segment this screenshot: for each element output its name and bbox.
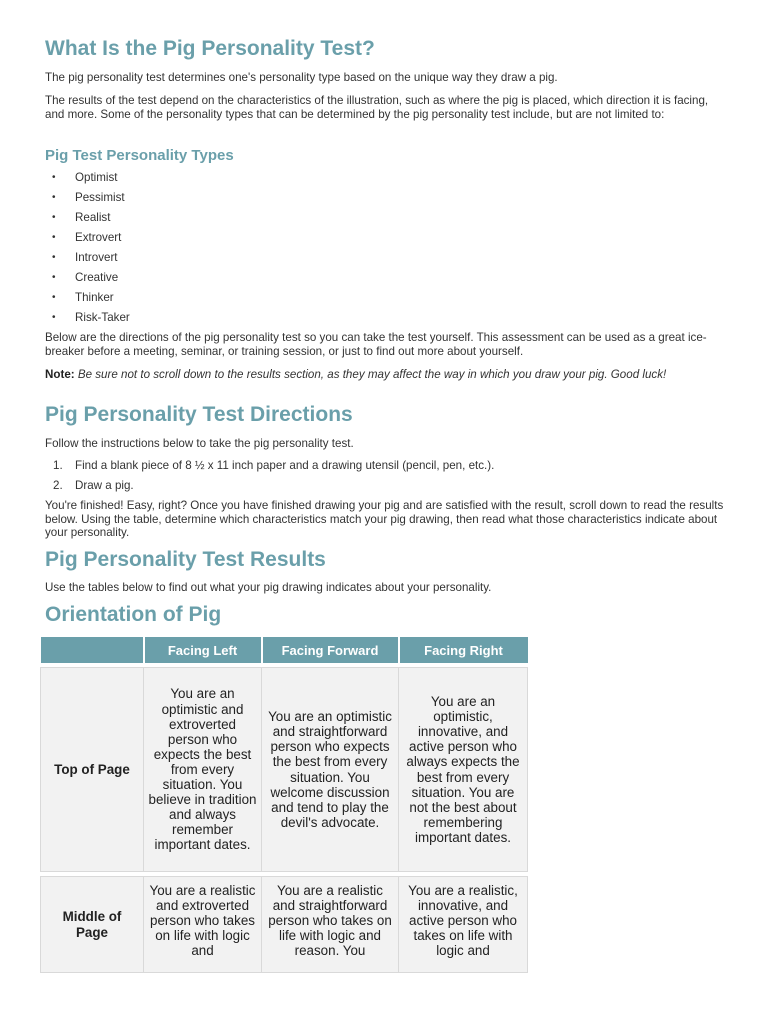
personality-types-list <box>45 170 130 330</box>
list-item <box>45 478 494 498</box>
list-item: • Thinker <box>45 290 130 310</box>
step-number: 1. <box>53 459 63 472</box>
note-text: Be sure not to scroll down to the results section, as they may affect the way in which you draw your pig. Good luck! <box>77 368 667 381</box>
table-row <box>41 668 528 872</box>
step-number: 2. <box>53 479 63 492</box>
results-lead: Use the tables below to find out what your pig drawing indicates about your personality. <box>45 581 492 594</box>
table-cell: You are a realistic, innovative, and active person who takes on life with logic and <box>399 877 528 973</box>
intro-paragraph-2: The results of the test depend on the characteristics of the illustration, such as where the pig is placed, which direction it is facing, and more. Some of the personality types that can be determined by the pig personality test include, but are not limited to: <box>45 94 709 121</box>
directions-heading: Pig Personality Test Directions <box>45 403 353 426</box>
column-header <box>41 637 144 663</box>
results-heading: Pig Personality Test Results <box>45 548 326 571</box>
step-text: Draw a pig. <box>75 479 134 492</box>
page-title: What Is the Pig Personality Test? <box>45 37 375 60</box>
table-cell: You are a realistic and straightforward person who takes on life with logic and reason. You <box>262 877 399 973</box>
table-cell: You are an optimistic and extroverted person who expects the best from every situation. You believe in tradition and always remember important dates. <box>144 668 262 872</box>
table-cell: You are a realistic and extroverted person who takes on life with logic and <box>144 877 262 973</box>
column-header: Facing Forward <box>262 637 399 663</box>
list-item: • Risk-Taker <box>45 310 130 330</box>
intro-paragraph-1: The pig personality test determines one's personality type based on the unique way they draw a pig. <box>45 71 558 84</box>
finished-paragraph: You're finished! Easy, right? Once you have finished drawing your pig and are satisfied with the result, scroll down to read the results below. Using the table, determine which characteristics match your pig drawing, then read what those characteristics indicate about your personality. <box>45 499 724 539</box>
directions-steps-list <box>45 458 494 498</box>
list-item: • Creative <box>45 270 130 290</box>
step-text: Find a blank piece of 8 ½ x 11 inch paper and a drawing utensil (pencil, pen, etc.). <box>75 459 495 472</box>
note-label: Note: <box>45 368 75 381</box>
list-item <box>45 458 494 478</box>
table-cell: You are an optimistic and straightforward person who expects the best from every situation. You welcome discussion and tend to play the devil's advocate. <box>262 668 399 872</box>
list-item: • Introvert <box>45 250 130 270</box>
types-heading: Pig Test Personality Types <box>45 147 234 164</box>
orientation-heading: Orientation of Pig <box>45 603 222 626</box>
column-header: Facing Right <box>399 637 528 663</box>
row-header: Middle of Page <box>41 877 144 973</box>
list-item: • Extrovert <box>45 230 130 250</box>
directions-intro-paragraph: Below are the directions of the pig personality test so you can take the test yourself. This assessment can be used as a great ice-breaker before a meeting, seminar, or training session, or just to find out more about yourself. <box>45 331 707 358</box>
directions-lead: Follow the instructions below to take the pig personality test. <box>45 437 354 450</box>
list-item: • Optimist <box>45 170 130 190</box>
table-row <box>41 877 528 973</box>
list-item: • Pessimist <box>45 190 130 210</box>
table-header-row <box>41 637 528 663</box>
list-item: • Realist <box>45 210 130 230</box>
note-paragraph <box>45 368 725 382</box>
column-header: Facing Left <box>144 637 262 663</box>
table-cell: You are an optimistic, innovative, and active person who always expects the best from every situation. You are not the best about remembering important dates. <box>399 668 528 872</box>
orientation-table <box>40 637 528 973</box>
row-header: Top of Page <box>41 668 144 872</box>
